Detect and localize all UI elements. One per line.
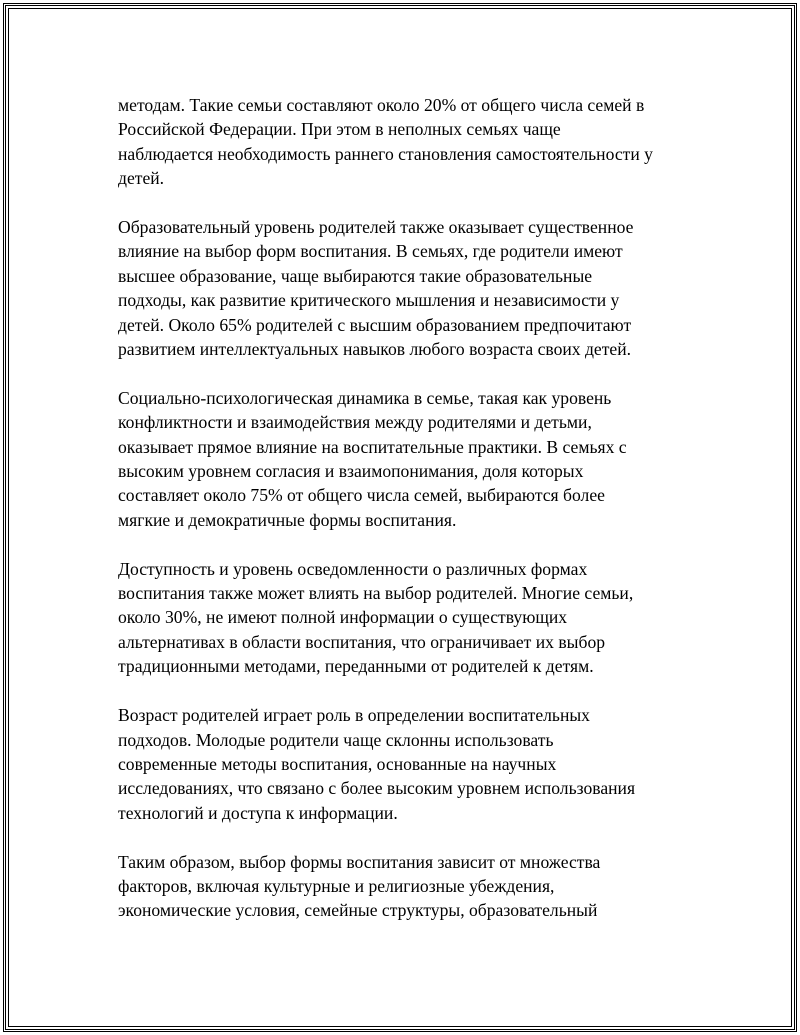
text-line: современные методы воспитания, основанные на научных <box>118 753 557 774</box>
text-line: детей. <box>118 168 165 189</box>
text-line: технологий и доступа к информации. <box>118 802 398 823</box>
text-line: исследованиях, что связано с более высоким уровнем использования <box>118 778 636 799</box>
document-body <box>118 93 684 947</box>
text-line: высшее образование, чаще выбираются такие образовательные <box>118 265 593 286</box>
text-line: традиционными методами, переданными от родителей к детям. <box>118 656 594 677</box>
text-line: около 30%, не имеют полной информации о существующих <box>118 607 568 628</box>
paragraph-6 <box>118 850 684 923</box>
text-line: Таким образом, выбор формы воспитания зависит от множества <box>118 851 601 872</box>
text-line: оказывает прямое влияние на воспитательные практики. В семьях с <box>118 436 627 457</box>
paragraph-4 <box>118 557 684 679</box>
text-line: Образовательный уровень родителей также оказывает существенное <box>118 217 634 238</box>
text-line: влияние на выбор форм воспитания. В семьях, где родители имеют <box>118 241 623 262</box>
text-line: конфликтности и взаимодействия между родителями и детьми, <box>118 412 592 433</box>
text-line: Возраст родителей играет роль в определении воспитательных <box>118 705 590 726</box>
text-line: детей. Около 65% родителей с высшим образованием предпочитают <box>118 314 632 335</box>
text-line: методам. Такие семьи составляют около 20% от общего числа семей в <box>118 95 645 115</box>
paragraph-2 <box>118 215 684 361</box>
text-line: Социально-психологическая динамика в семье, такая как уровень <box>118 387 612 408</box>
paragraph-1 <box>118 93 684 191</box>
paragraph-5 <box>118 703 684 825</box>
paragraph-3 <box>118 386 684 532</box>
text-line: высоким уровнем согласия и взаимопонимания, доля которых <box>118 461 584 482</box>
text-line: подходы, как развитие критического мышления и независимости у <box>118 290 620 311</box>
text-line: воспитания также может влиять на выбор родителей. Многие семьи, <box>118 583 634 604</box>
text-line: Российской Федерации. При этом в неполных семьях чаще <box>118 119 561 140</box>
text-line: альтернативах в области воспитания, что ограничивает их выбор <box>118 631 606 652</box>
text-line: Доступность и уровень осведомленности о различных формах <box>118 558 588 579</box>
text-line: составляет около 75% от общего числа семей, выбираются более <box>118 485 605 506</box>
text-line: развитием интеллектуальных навыков любого возраста своих детей. <box>118 339 632 360</box>
text-line: подходов. Молодые родители чаще склонны использовать <box>118 729 554 750</box>
text-line: факторов, включая культурные и религиозные убеждения, <box>118 875 555 896</box>
text-line: экономические условия, семейные структуры, образовательный <box>118 900 598 921</box>
text-line: наблюдается необходимость раннего становления самостоятельности у <box>118 143 653 164</box>
text-line: мягкие и демократичные формы воспитания. <box>118 509 457 530</box>
